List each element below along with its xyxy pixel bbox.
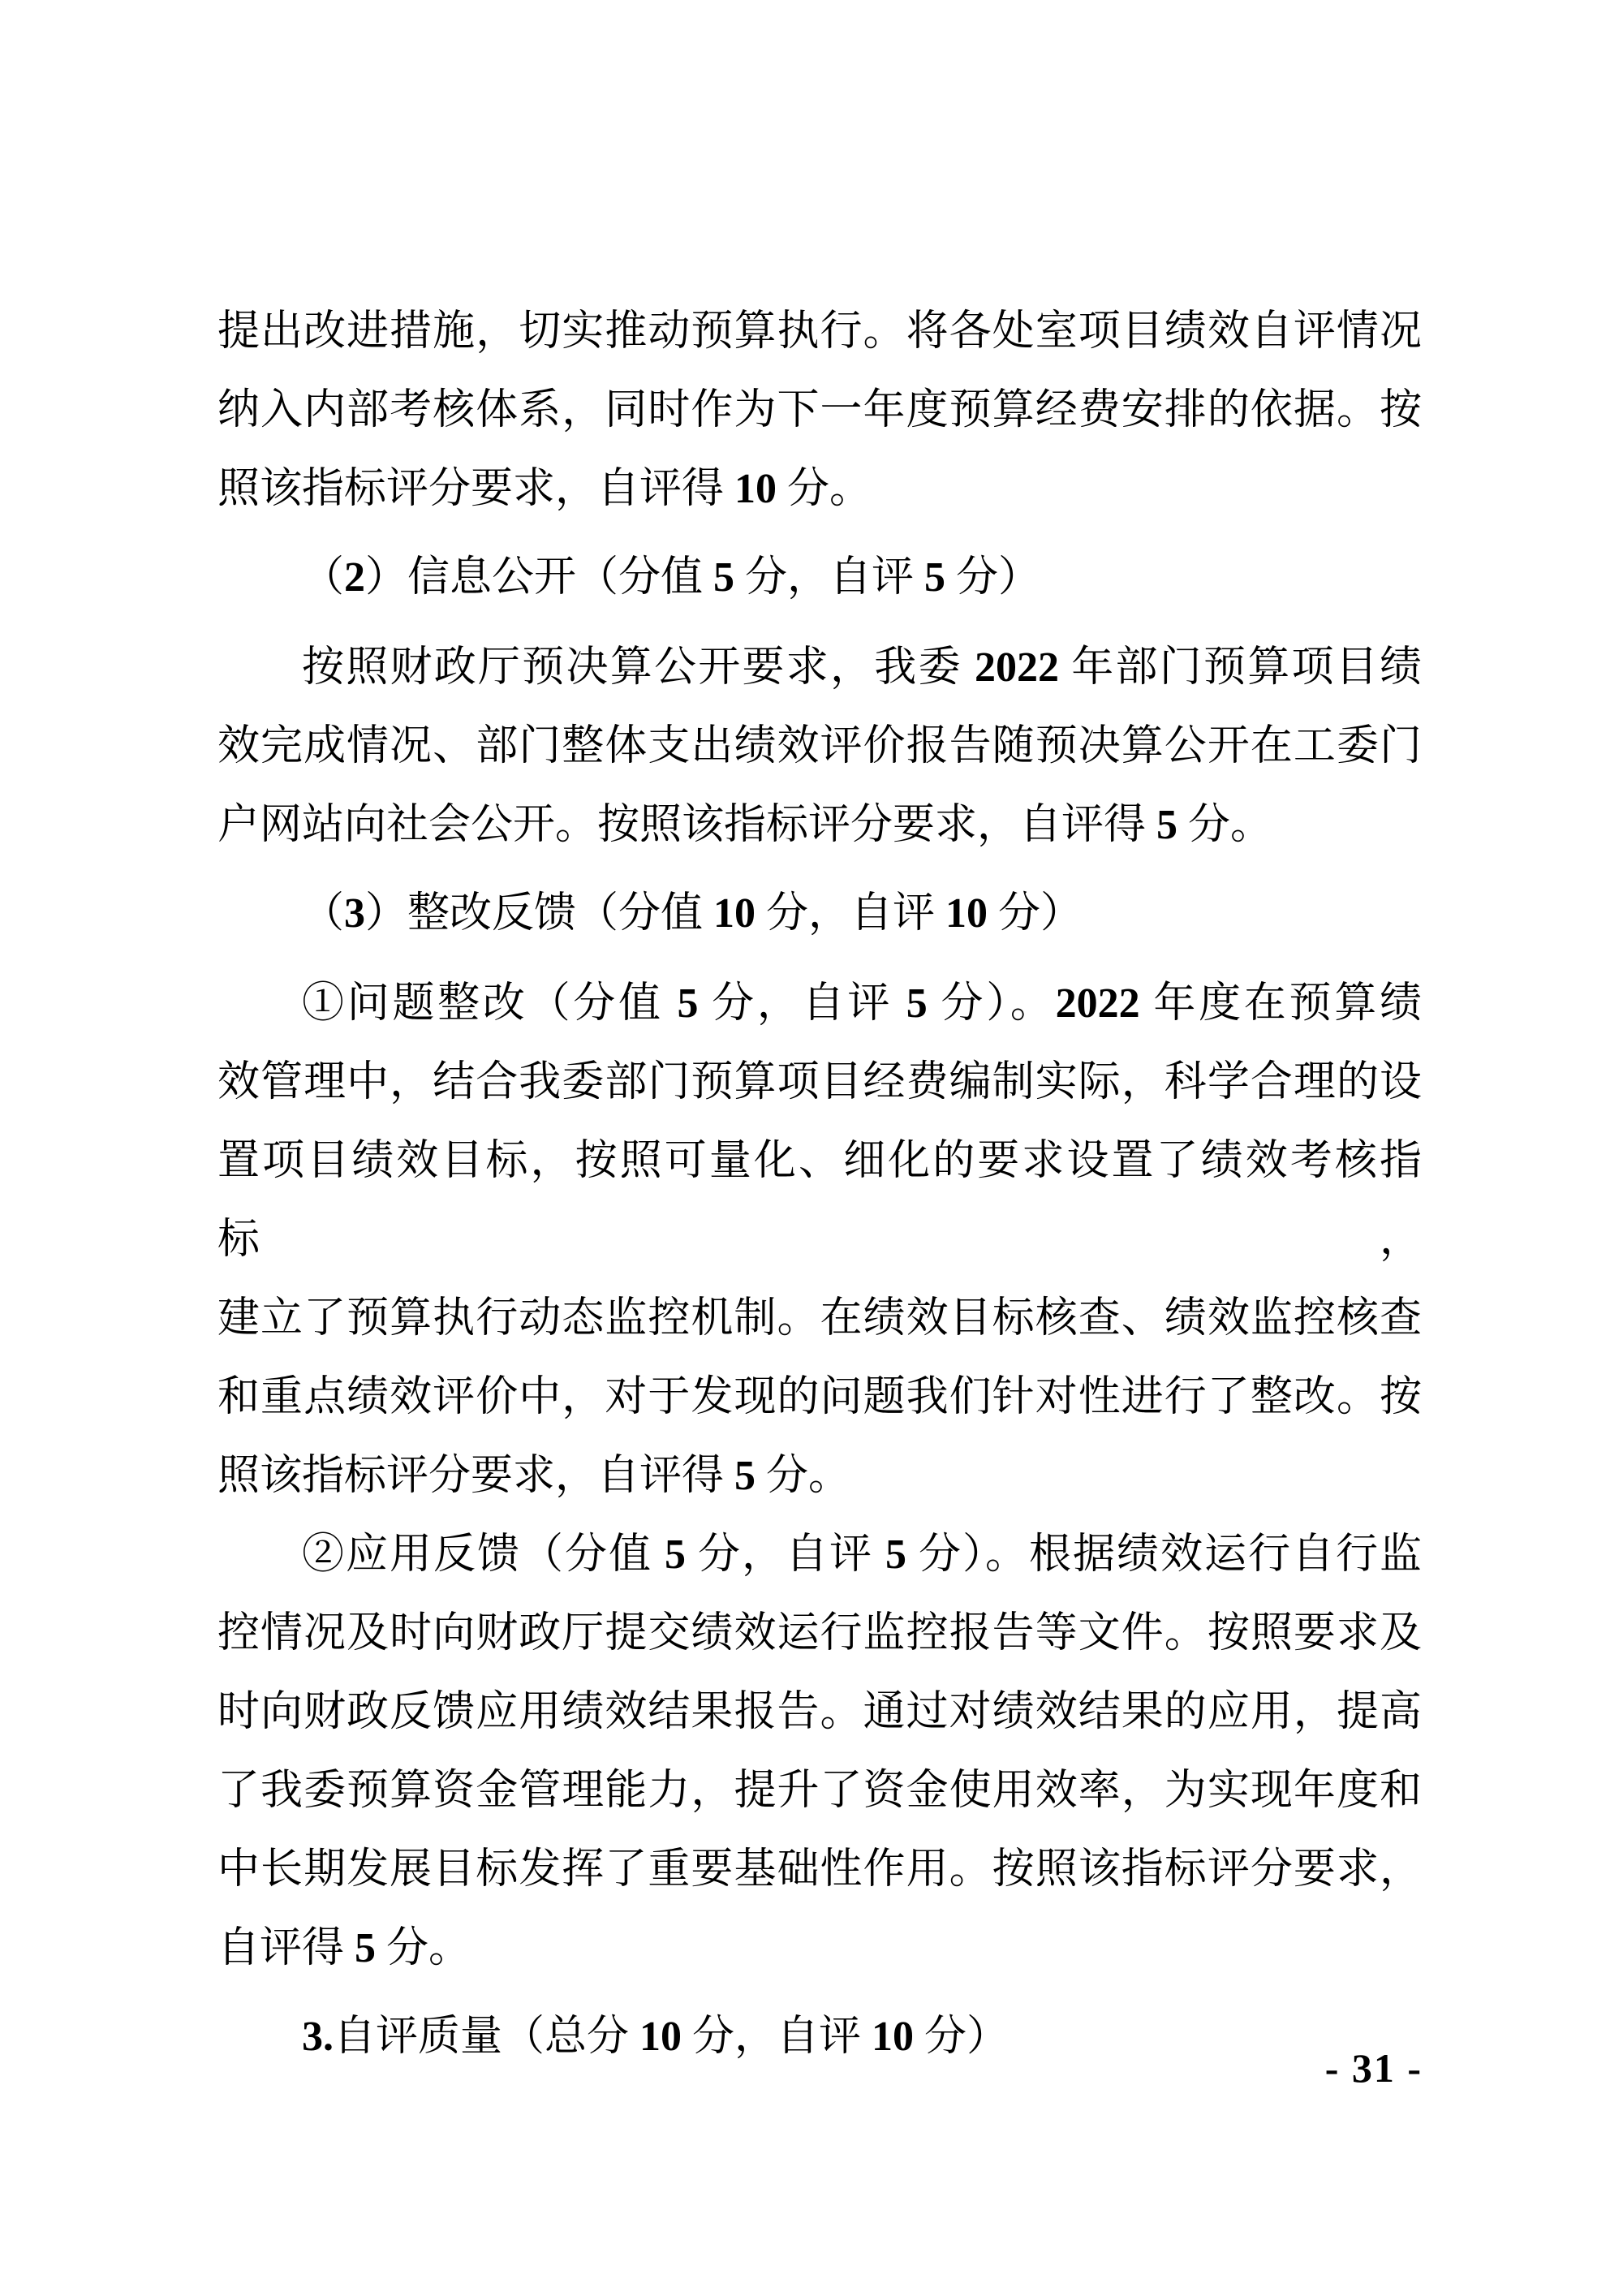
numeral: 5 xyxy=(924,554,946,601)
numeral: 5 xyxy=(713,554,735,601)
numeral: 10 xyxy=(945,890,988,937)
numeral: 5 xyxy=(734,1453,756,1499)
section-heading xyxy=(217,1997,1422,2076)
text-line: 时向财政反馈应用绩效结果报告。通过对绩效结果的应用，提高 xyxy=(217,1689,1422,1735)
text-line: 纳入内部考核体系，同时作为下一年度预算经费安排的依据。按 xyxy=(217,387,1422,433)
numeral: 10 xyxy=(713,890,756,937)
body-paragraph xyxy=(217,292,1422,528)
text-line: 照该指标评分要求，自评得 5 分。 xyxy=(217,1453,851,1499)
text-line: ②应用反馈（分值 5 分，自评 5 分）。根据绩效运行自行监 xyxy=(302,1531,1422,1578)
text-line: 效管理中，结合我委部门预算项目经费编制实际，科学合理的设 xyxy=(217,1059,1422,1105)
numeral: 2022 xyxy=(1055,980,1140,1027)
text-line: 置项目绩效目标，按照可量化、细化的要求设置了绩效考核指标， xyxy=(217,1138,1422,1263)
text-line: ①问题整改（分值 5 分，自评 5 分）。2022 年度在预算绩 xyxy=(302,980,1422,1027)
numeral: 5 xyxy=(885,1531,906,1578)
text-line: （2）信息公开（分值 5 分，自评 5 分） xyxy=(302,554,1041,601)
numeral: 3. xyxy=(302,2014,334,2060)
text-line: 提出改进措施，切实推动预算执行。将各处室项目绩效自评情况 xyxy=(217,308,1422,355)
text-line: 按照财政厅预决算公开要求，我委 2022 年部门预算项目绩 xyxy=(302,644,1422,691)
text-line: 中长期发展目标发挥了重要基础性作用。按照该指标评分要求， xyxy=(217,1846,1422,1893)
page-number: - 31 - xyxy=(1324,2045,1423,2091)
text-line: （3）整改反馈（分值 10 分，自评 10 分） xyxy=(302,890,1083,937)
section-heading xyxy=(217,874,1422,953)
text-line: 效完成情况、部门整体支出绩效评价报告随预决算公开在工委门 xyxy=(217,723,1422,769)
text-line: 自评得 5 分。 xyxy=(217,1925,471,1971)
text-line: 控情况及时向财政厅提交绩效运行监控报告等文件。按照要求及 xyxy=(217,1610,1422,1656)
text-line: 建立了预算执行动态监控机制。在绩效目标核查、绩效监控核查 xyxy=(217,1295,1422,1342)
text-line: 了我委预算资金管理能力，提升了资金使用效率，为实现年度和 xyxy=(217,1768,1422,1814)
numeral: 5 xyxy=(1156,802,1178,848)
numeral: 3 xyxy=(344,890,366,937)
numeral: 2022 xyxy=(974,644,1059,691)
text-line: 和重点绩效评价中，对于发现的问题我们针对性进行了整改。按 xyxy=(217,1374,1422,1420)
text-line: 户网站向社会公开。按照该指标评分要求，自评得 5 分。 xyxy=(217,802,1273,848)
text-line: 照该指标评分要求，自评得 10 分。 xyxy=(217,466,872,512)
text-line: 3.自评质量（总分 10 分，自评 10 分） xyxy=(302,2014,1010,2060)
body-paragraph xyxy=(217,964,1422,1515)
numeral: 10 xyxy=(872,2014,915,2060)
numeral: 10 xyxy=(639,2014,682,2060)
document-body xyxy=(217,292,1422,2087)
section-heading xyxy=(217,538,1422,617)
numeral: 5 xyxy=(677,980,699,1027)
numeral: 5 xyxy=(665,1531,686,1578)
numeral: 2 xyxy=(344,554,366,601)
body-paragraph xyxy=(217,628,1422,864)
numeral: 10 xyxy=(734,466,777,512)
body-paragraph xyxy=(217,1515,1422,1988)
numeral: 5 xyxy=(906,980,928,1027)
numeral: 5 xyxy=(355,1925,377,1971)
